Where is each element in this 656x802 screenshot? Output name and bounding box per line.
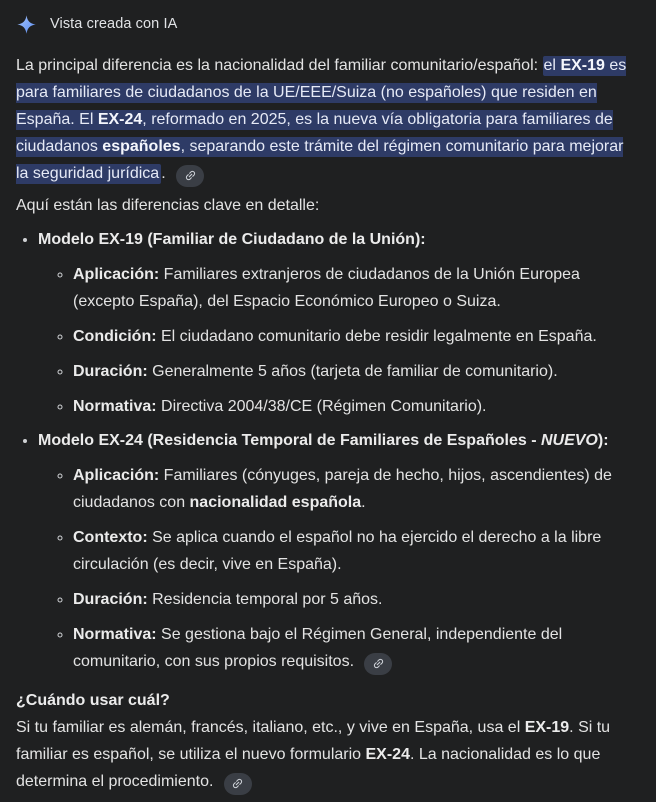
intro-paragraph [16,52,640,187]
list-item-ex24-duracion [73,586,640,613]
differences-list [16,226,640,675]
list-item-ex24-contexto [73,524,640,578]
list-item-ex24-normativa [73,621,640,675]
highlight-segment: , separando este trámite del régimen comunitario para mejorar la seguridad jurídica [16,138,624,182]
item-label: Duración: [73,363,148,380]
highlight-segment: , reformado en 2025, es la nueva vía obligatoria para familiares de ciudadanos [16,111,613,155]
closing-text: . La nacionalidad es lo que determina el procedimiento. [16,746,601,790]
item-text: Familiares extranjeros de ciudadanos de la Unión Europea (excepto España), del Espacio Económico Europeo o Suiza. [73,266,580,310]
item-label: Duración: [73,591,148,608]
ex19-title [38,231,426,248]
closing-bold-ex24: EX-24 [365,746,410,763]
item-text: El ciudadano comunitario debe residir legalmente en España. [156,328,597,345]
item-label: Normativa: [73,398,157,415]
citation-chip[interactable] [176,165,204,187]
list-item-ex19-normativa [73,393,640,420]
highlight-segment: el [543,57,561,74]
item-text: Se aplica cuando el español no ha ejercido el derecho a la libre circulación (es decir, vive en España). [73,529,602,573]
link-icon [181,166,199,184]
list-item-ex24-aplicacion [73,462,640,516]
ex24-title-text: Modelo EX-24 (Residencia Temporal de Familiares de Españoles - [38,432,541,449]
list-item-ex19-aplicacion [73,261,640,315]
item-label: Aplicación: [73,467,160,484]
intro-period: . [161,165,171,182]
item-label: Aplicación: [73,266,160,283]
item-text: Directiva 2004/38/CE (Régimen Comunitario). [156,398,487,415]
item-text: Se gestiona bajo el Régimen General, independiente del comunitario, con sus propios requisitos. [73,626,563,670]
closing-bold-ex19: EX-19 [524,719,570,736]
ex19-title-text: Modelo EX-19 (Familiar de Ciudadano de la Unión) [38,231,421,248]
closing-text: . Si tu familiar es español, se utiliza el nuevo formulario [16,719,611,763]
item-label: Contexto: [73,529,148,546]
item-label: Normativa: [73,626,157,643]
closing-paragraph [16,714,640,795]
ai-overview-label: Vista creada con IA [50,16,178,32]
citation-chip[interactable] [224,773,252,795]
ex19-title-end: : [420,231,426,248]
highlight-segment: es para familiares de ciudadanos de la UE/EEE/Suiza (no españoles) que residen en España. El [16,57,627,128]
closing-heading: ¿Cuándo usar cuál? [16,692,170,709]
link-icon [229,774,247,792]
citation-chip[interactable] [364,653,392,675]
ex24-title-end: ): [597,432,609,449]
ex19-detail-list [38,261,640,420]
ai-overview-header [16,13,640,35]
list-item-ex19-duracion [73,358,640,385]
list-item-ex24 [38,427,640,675]
ex24-title [38,432,609,449]
intro-text: La principal diferencia es la nacionalidad del familiar comunitario/español: [16,57,543,74]
link-icon [369,654,387,672]
item-label: Condición: [73,328,157,345]
ai-sparkle-icon [16,14,37,35]
highlight-bold-ex19: EX-19 [560,57,605,74]
highlighted-citation-text [16,56,626,184]
highlight-bold-ex24: EX-24 [97,111,143,128]
item-text2: . [361,494,366,511]
closing-text: Si tu familiar es alemán, francés, italiano, etc., y vive en España, usa el [16,719,525,736]
item-text: Generalmente 5 años (tarjeta de familiar de comunitario). [147,363,558,380]
ex24-title-italic: NUEVO [540,432,598,449]
list-item-ex19-condicion [73,323,640,350]
item-text: Residencia temporal por 5 años. [147,591,383,608]
highlight-bold-espanoles: españoles [102,138,181,155]
item-text: Familiares (cónyuges, pareja de hecho, hijos, ascendientes) de ciudadanos con [73,467,612,511]
lede-paragraph: Aquí están las diferencias clave en detalle: [16,197,320,214]
item-bold: nacionalidad española [189,494,362,511]
ex24-detail-list [38,462,640,675]
list-item-ex19 [38,226,640,420]
